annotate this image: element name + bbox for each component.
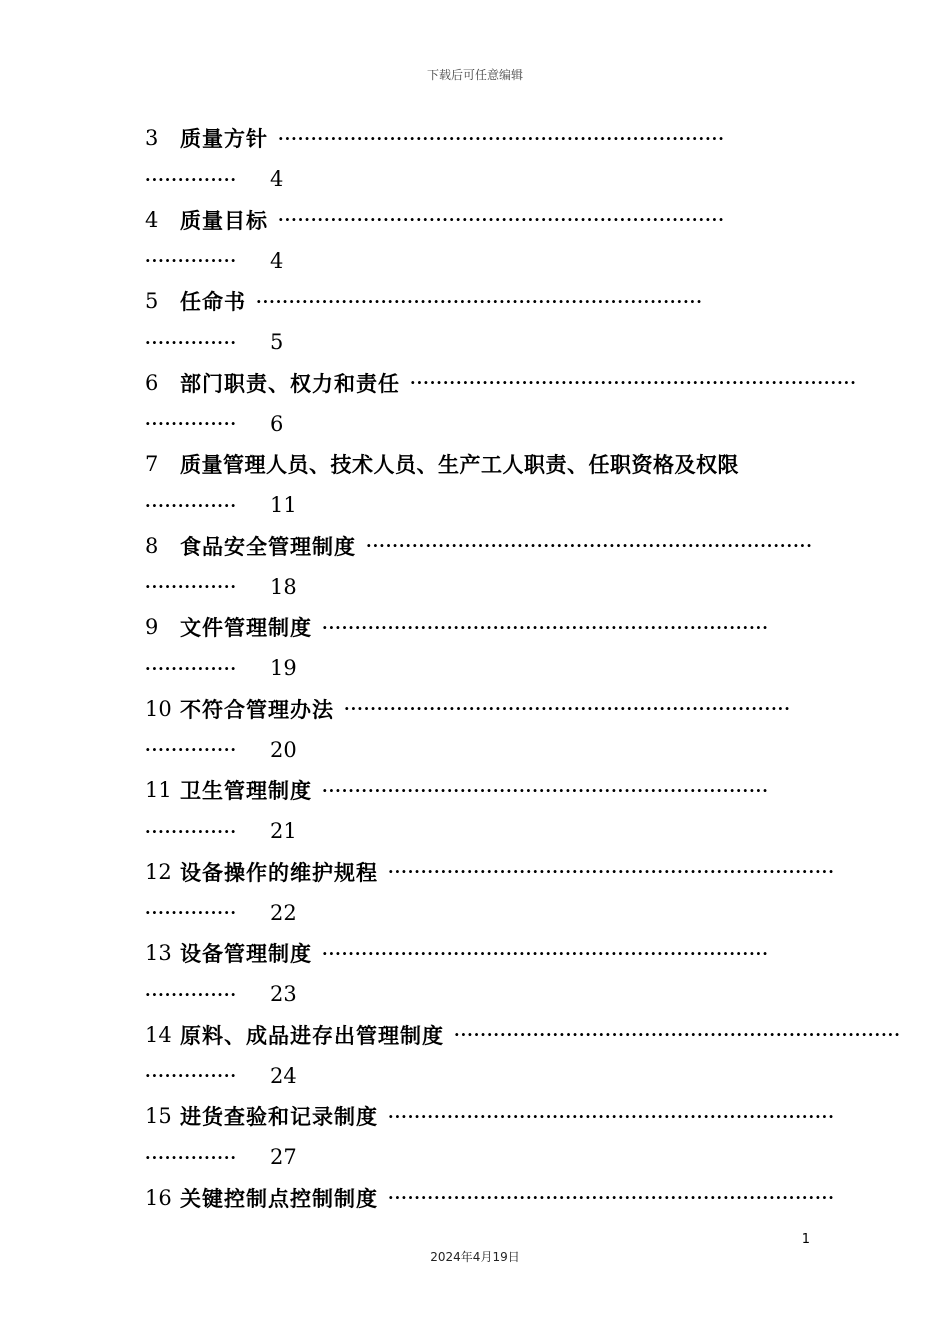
- toc-page: 22: [270, 900, 297, 925]
- toc-leader: ··············: [145, 984, 237, 1004]
- toc-entry[interactable]: [145, 852, 835, 934]
- toc-leader: ··············: [145, 740, 237, 759]
- toc-page: 6: [270, 411, 284, 436]
- toc-page: 4: [270, 248, 284, 273]
- toc-page: 24: [270, 1063, 297, 1088]
- toc-number: 12: [145, 859, 172, 884]
- toc-leader: ····································································: [322, 943, 769, 963]
- toc-title: 设备管理制度: [180, 941, 312, 966]
- toc-leader: ··············: [145, 821, 237, 841]
- toc-entry[interactable]: [145, 607, 805, 689]
- toc-entry[interactable]: [145, 1096, 835, 1178]
- toc-leader: ····································································: [454, 1025, 901, 1044]
- toc-title: 质量目标: [180, 207, 268, 233]
- toc-entry[interactable]: [145, 1015, 901, 1097]
- toc-page: 18: [270, 574, 297, 599]
- toc-entry[interactable]: [145, 363, 857, 445]
- toc-title: 文件管理制度: [180, 615, 312, 640]
- toc-title: 质量方针: [180, 126, 268, 151]
- toc-page: 19: [270, 656, 297, 680]
- toc-leader: ··············: [145, 577, 237, 596]
- toc-leader: ····································································: [388, 1106, 835, 1126]
- toc-number: 7: [145, 452, 159, 476]
- toc-page: 27: [270, 1145, 297, 1169]
- toc-leader: ····································································: [388, 862, 835, 881]
- toc-leader: ····································································: [366, 536, 813, 555]
- toc-entry[interactable]: [145, 1178, 835, 1238]
- toc-number: 10: [145, 696, 172, 721]
- toc-entry[interactable]: [145, 118, 805, 200]
- toc-number: 4: [145, 207, 159, 232]
- toc-leader: ····································································: [322, 780, 769, 800]
- toc-number: 11: [145, 778, 172, 802]
- toc-leader: ····································································: [410, 373, 857, 392]
- toc-entry[interactable]: [145, 200, 805, 282]
- toc-title: 原料、成品进存出管理制度: [180, 1022, 444, 1048]
- toc-leader: ····································································: [278, 210, 725, 229]
- toc-leader: ··············: [145, 903, 237, 922]
- toc-entry[interactable]: [145, 689, 805, 771]
- table-of-contents: [145, 118, 901, 1238]
- footer-date: 2024年4月19日: [430, 1250, 520, 1264]
- toc-page: 4: [270, 167, 284, 191]
- toc-number: 15: [145, 1104, 172, 1128]
- page-number: 1: [801, 1232, 810, 1247]
- toc-page: 5: [270, 330, 284, 354]
- toc-leader: ··············: [145, 1066, 237, 1085]
- toc-title: 质量管理人员、技术人员、生产工人职责、任职资格及权限: [180, 452, 739, 477]
- toc-title: 不符合管理办法: [180, 696, 334, 722]
- toc-entry[interactable]: [145, 281, 805, 363]
- toc-title: 关键控制点控制制度: [180, 1185, 378, 1211]
- toc-leader: ··············: [145, 332, 237, 352]
- toc-leader: ····································································: [278, 128, 725, 148]
- toc-leader: ··············: [145, 658, 237, 678]
- toc-title: 部门职责、权力和责任: [180, 370, 400, 396]
- toc-number: 13: [145, 941, 172, 965]
- toc-leader: ····································································: [256, 291, 703, 311]
- page-header: 下载后可任意编辑: [426, 68, 523, 82]
- toc-number: 14: [145, 1022, 172, 1047]
- toc-leader: ··············: [145, 1147, 237, 1167]
- toc-entry[interactable]: [145, 770, 805, 852]
- toc-title: 食品安全管理制度: [180, 533, 356, 559]
- toc-number: 6: [145, 370, 159, 395]
- toc-number: 5: [145, 289, 159, 313]
- toc-leader: ····································································: [388, 1188, 835, 1207]
- toc-entry[interactable]: [145, 526, 813, 608]
- toc-number: 8: [145, 533, 159, 558]
- toc-leader: ··············: [145, 169, 237, 189]
- toc-page: 11: [270, 493, 297, 517]
- toc-leader: ····································································: [322, 617, 769, 637]
- toc-entry[interactable]: [145, 933, 805, 1015]
- toc-number: 3: [145, 126, 159, 150]
- toc-title: 设备操作的维护规程: [180, 859, 378, 885]
- toc-number: 16: [145, 1185, 172, 1210]
- toc-page: 23: [270, 982, 297, 1006]
- toc-page: 21: [270, 819, 297, 843]
- toc-leader: ··············: [145, 251, 237, 270]
- toc-entry[interactable]: [145, 444, 805, 526]
- toc-leader: ··············: [145, 495, 237, 515]
- toc-title: 卫生管理制度: [180, 778, 312, 803]
- toc-leader: ··············: [145, 414, 237, 433]
- toc-number: 9: [145, 615, 159, 639]
- toc-title: 任命书: [180, 289, 246, 314]
- toc-leader: ····································································: [344, 699, 791, 718]
- toc-page: 20: [270, 737, 297, 762]
- toc-title: 进货查验和记录制度: [180, 1104, 378, 1129]
